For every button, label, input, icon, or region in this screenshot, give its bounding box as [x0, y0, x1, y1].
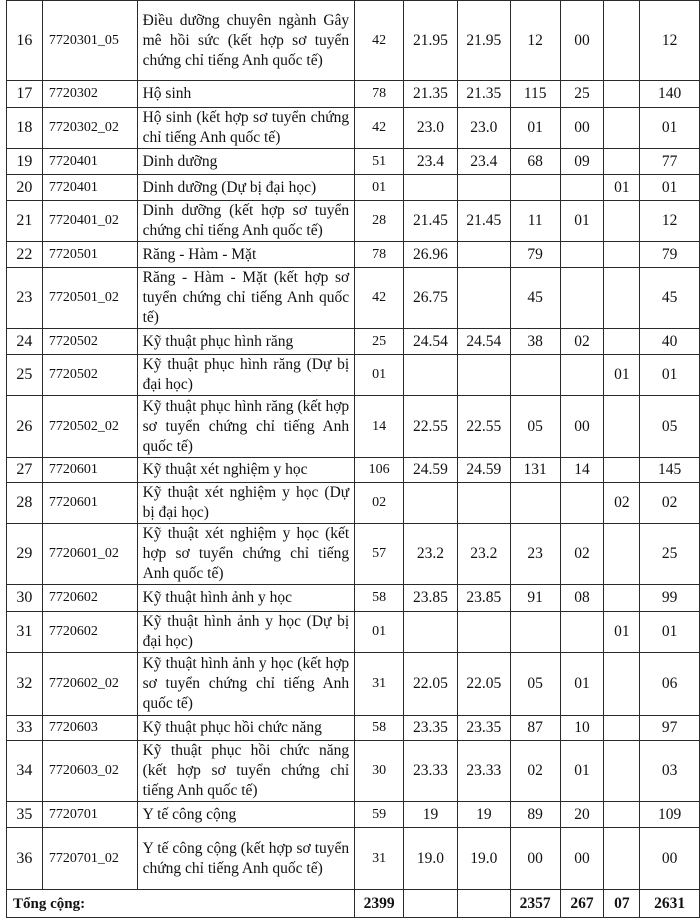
row-number: 25 [7, 355, 43, 396]
major-name: Kỹ thuật hình ảnh y học [137, 585, 355, 612]
major-code: 7720401 [42, 149, 137, 175]
count-column-2: 20 [560, 802, 604, 828]
quota: 42 [355, 268, 404, 329]
count-column-3 [604, 741, 640, 802]
row-number: 24 [7, 329, 43, 355]
cutoff-score-2: 21.35 [457, 81, 510, 108]
count-column-2 [560, 242, 604, 268]
row-number: 19 [7, 149, 43, 175]
row-total: 06 [640, 653, 700, 716]
row-total: 12 [640, 201, 700, 242]
row-total: 99 [640, 585, 700, 612]
count-column-2: 02 [560, 524, 604, 585]
row-total: 05 [640, 396, 700, 458]
cutoff-score-2 [457, 483, 510, 524]
cutoff-score-2: 21.95 [457, 1, 510, 81]
count-column-2 [560, 268, 604, 329]
count-column-2 [560, 483, 604, 524]
row-number: 28 [7, 483, 43, 524]
count-column-2: 00 [560, 1, 604, 81]
count-column-1 [510, 175, 560, 201]
cutoff-score-1: 23.4 [404, 149, 458, 175]
major-name: Dinh dưỡng (Dự bị đại học) [137, 175, 355, 201]
cutoff-score-1: 26.96 [404, 242, 458, 268]
count-column-1: 38 [510, 329, 560, 355]
row-number: 32 [7, 653, 43, 716]
quota: 42 [355, 108, 404, 149]
table-row [7, 396, 700, 458]
cutoff-score-1: 23.85 [404, 585, 458, 612]
count-column-1: 05 [510, 396, 560, 458]
major-code: 7720502_02 [42, 396, 137, 458]
cutoff-score-1 [404, 355, 458, 396]
cutoff-score-2 [457, 175, 510, 201]
count-column-1: 91 [510, 585, 560, 612]
count-column-2: 10 [560, 716, 604, 741]
cutoff-score-2: 23.2 [457, 524, 510, 585]
row-total: 45 [640, 268, 700, 329]
major-name: Kỹ thuật hình ảnh y học (Dự bị đại học) [137, 612, 355, 653]
table-row [7, 653, 700, 716]
cutoff-score-1: 21.35 [404, 81, 458, 108]
count-column-3 [604, 802, 640, 828]
major-code: 7720602_02 [42, 653, 137, 716]
cutoff-score-1: 22.55 [404, 396, 458, 458]
row-number: 29 [7, 524, 43, 585]
table-row [7, 242, 700, 268]
row-total: 01 [640, 108, 700, 149]
major-name: Kỹ thuật xét nghiệm y học (kết hợp sơ tuyển chứng chỉ tiếng Anh quốc tế) [137, 524, 355, 585]
row-number: 23 [7, 268, 43, 329]
cutoff-score-2: 21.45 [457, 201, 510, 242]
row-total: 145 [640, 458, 700, 483]
count-column-2: 09 [560, 149, 604, 175]
row-number: 33 [7, 716, 43, 741]
total-label: Tổng cộng: [7, 890, 355, 918]
cutoff-score-2: 23.4 [457, 149, 510, 175]
major-code: 7720501 [42, 242, 137, 268]
row-number: 20 [7, 175, 43, 201]
count-column-2: 01 [560, 201, 604, 242]
row-number: 26 [7, 396, 43, 458]
row-number: 21 [7, 201, 43, 242]
count-column-1: 11 [510, 201, 560, 242]
major-name: Kỹ thuật phục hồi chức năng (kết hợp sơ tuyển chứng chỉ tiếng Anh quốc tế) [137, 741, 355, 802]
quota: 14 [355, 396, 404, 458]
count-column-3 [604, 458, 640, 483]
cutoff-score-2: 23.33 [457, 741, 510, 802]
major-code: 7720401 [42, 175, 137, 201]
count-column-3 [604, 585, 640, 612]
major-name: Hộ sinh (kết hợp sơ tuyển chứng chỉ tiếng Anh quốc tế) [137, 108, 355, 149]
major-name: Kỹ thuật phục hình răng [137, 329, 355, 355]
table-row [7, 828, 700, 890]
cutoff-score-1 [404, 175, 458, 201]
count-column-3 [604, 716, 640, 741]
total-count-3: 07 [604, 890, 640, 918]
quota: 31 [355, 828, 404, 890]
cutoff-score-1 [404, 483, 458, 524]
table-row [7, 355, 700, 396]
cutoff-score-2 [457, 612, 510, 653]
count-column-3 [604, 653, 640, 716]
major-name: Răng - Hàm - Mặt (kết hợp sơ tuyển chứng chỉ tiếng Anh quốc tế) [137, 268, 355, 329]
count-column-1: 45 [510, 268, 560, 329]
cutoff-score-2: 24.54 [457, 329, 510, 355]
count-column-1: 131 [510, 458, 560, 483]
count-column-1: 00 [510, 828, 560, 890]
cutoff-score-1 [404, 612, 458, 653]
count-column-3 [604, 396, 640, 458]
row-number: 34 [7, 741, 43, 802]
row-number: 17 [7, 81, 43, 108]
count-column-3 [604, 108, 640, 149]
quota: 78 [355, 81, 404, 108]
table-row [7, 175, 700, 201]
count-column-2: 08 [560, 585, 604, 612]
major-code: 7720701 [42, 802, 137, 828]
cutoff-score-1: 23.0 [404, 108, 458, 149]
table-row [7, 81, 700, 108]
quota: 28 [355, 201, 404, 242]
cutoff-score-2 [457, 268, 510, 329]
row-total: 02 [640, 483, 700, 524]
major-name: Kỹ thuật phục hình răng (kết hợp sơ tuyển chứng chỉ tiếng Anh quốc tế) [137, 396, 355, 458]
major-code: 7720602 [42, 585, 137, 612]
count-column-2: 00 [560, 108, 604, 149]
cutoff-score-2: 22.55 [457, 396, 510, 458]
count-column-2 [560, 612, 604, 653]
row-number: 30 [7, 585, 43, 612]
count-column-3 [604, 329, 640, 355]
major-code: 7720501_02 [42, 268, 137, 329]
cutoff-score-2: 19.0 [457, 828, 510, 890]
cutoff-score-1: 24.59 [404, 458, 458, 483]
row-total: 109 [640, 802, 700, 828]
count-column-1: 89 [510, 802, 560, 828]
count-column-3 [604, 268, 640, 329]
table-row [7, 458, 700, 483]
count-column-3 [604, 524, 640, 585]
count-column-3 [604, 149, 640, 175]
quota: 25 [355, 329, 404, 355]
major-code: 7720502 [42, 355, 137, 396]
row-number: 27 [7, 458, 43, 483]
table-row [7, 108, 700, 149]
row-total: 12 [640, 1, 700, 81]
count-column-2 [560, 175, 604, 201]
major-code: 7720302 [42, 81, 137, 108]
major-name: Dinh dưỡng [137, 149, 355, 175]
count-column-2: 02 [560, 329, 604, 355]
major-name: Kỹ thuật hình ảnh y học (kết hợp sơ tuyển chứng chỉ tiếng Anh quốc tế) [137, 653, 355, 716]
count-column-3 [604, 242, 640, 268]
total-quota: 2399 [355, 890, 404, 918]
table-row [7, 201, 700, 242]
count-column-1 [510, 612, 560, 653]
quota: 30 [355, 741, 404, 802]
count-column-3: 01 [604, 612, 640, 653]
count-column-3: 02 [604, 483, 640, 524]
quota: 01 [355, 355, 404, 396]
count-column-2: 25 [560, 81, 604, 108]
row-total: 25 [640, 524, 700, 585]
table-row [7, 149, 700, 175]
count-column-2: 14 [560, 458, 604, 483]
major-code: 7720301_05 [42, 1, 137, 81]
cutoff-score-1: 26.75 [404, 268, 458, 329]
cutoff-score-2: 22.05 [457, 653, 510, 716]
cutoff-score-2 [457, 242, 510, 268]
quota: 31 [355, 653, 404, 716]
cutoff-score-1: 24.54 [404, 329, 458, 355]
table-row [7, 524, 700, 585]
row-total: 03 [640, 741, 700, 802]
total-count-2: 267 [560, 890, 604, 918]
table-row [7, 585, 700, 612]
row-total: 77 [640, 149, 700, 175]
major-name: Kỹ thuật phục hồi chức năng [137, 716, 355, 741]
count-column-3: 01 [604, 175, 640, 201]
quota: 106 [355, 458, 404, 483]
count-column-1: 115 [510, 81, 560, 108]
quota: 01 [355, 612, 404, 653]
count-column-1: 05 [510, 653, 560, 716]
cutoff-score-1: 23.33 [404, 741, 458, 802]
quota: 01 [355, 175, 404, 201]
major-code: 7720601 [42, 483, 137, 524]
major-name: Hộ sinh [137, 81, 355, 108]
row-number: 16 [7, 1, 43, 81]
major-name: Y tế công cộng (kết hợp sơ tuyển chứng chỉ tiếng Anh quốc tế) [137, 828, 355, 890]
major-code: 7720602 [42, 612, 137, 653]
count-column-3 [604, 828, 640, 890]
row-total: 97 [640, 716, 700, 741]
cutoff-score-1: 22.05 [404, 653, 458, 716]
quota: 02 [355, 483, 404, 524]
quota: 57 [355, 524, 404, 585]
cutoff-score-1: 19 [404, 802, 458, 828]
count-column-1: 79 [510, 242, 560, 268]
quota: 42 [355, 1, 404, 81]
count-column-3 [604, 201, 640, 242]
count-column-3 [604, 81, 640, 108]
cutoff-score-2: 19 [457, 802, 510, 828]
cutoff-score-1: 21.95 [404, 1, 458, 81]
cutoff-score-1: 19.0 [404, 828, 458, 890]
row-total: 40 [640, 329, 700, 355]
table-body [7, 1, 700, 918]
row-number: 31 [7, 612, 43, 653]
count-column-2: 00 [560, 396, 604, 458]
major-code: 7720302_02 [42, 108, 137, 149]
table-row [7, 741, 700, 802]
row-total: 140 [640, 81, 700, 108]
row-total: 01 [640, 175, 700, 201]
major-code: 7720502 [42, 329, 137, 355]
total-score-2 [457, 890, 510, 918]
total-row [7, 890, 700, 918]
row-number: 18 [7, 108, 43, 149]
major-code: 7720603 [42, 716, 137, 741]
major-code: 7720603_02 [42, 741, 137, 802]
table-row [7, 612, 700, 653]
row-number: 36 [7, 828, 43, 890]
count-column-2: 00 [560, 828, 604, 890]
row-number: 35 [7, 802, 43, 828]
row-total: 79 [640, 242, 700, 268]
table-row [7, 483, 700, 524]
cutoff-score-1: 23.35 [404, 716, 458, 741]
cutoff-score-2 [457, 355, 510, 396]
cutoff-score-1: 21.45 [404, 201, 458, 242]
quota: 59 [355, 802, 404, 828]
row-total: 00 [640, 828, 700, 890]
table-row [7, 802, 700, 828]
major-name: Điều dưỡng chuyên ngành Gây mê hồi sức (kết hợp sơ tuyển chứng chỉ tiếng Anh quốc tế) [137, 1, 355, 81]
quota: 51 [355, 149, 404, 175]
table-row [7, 716, 700, 741]
major-code: 7720601_02 [42, 524, 137, 585]
count-column-2: 01 [560, 741, 604, 802]
cutoff-score-2: 24.59 [457, 458, 510, 483]
count-column-1: 01 [510, 108, 560, 149]
admission-results-table-container [6, 0, 700, 918]
major-name: Kỹ thuật xét nghiệm y học [137, 458, 355, 483]
major-code: 7720701_02 [42, 828, 137, 890]
count-column-1: 23 [510, 524, 560, 585]
row-total: 01 [640, 355, 700, 396]
count-column-1: 68 [510, 149, 560, 175]
major-name: Y tế công cộng [137, 802, 355, 828]
cutoff-score-2: 23.35 [457, 716, 510, 741]
quota: 78 [355, 242, 404, 268]
count-column-1 [510, 355, 560, 396]
row-number: 22 [7, 242, 43, 268]
major-name: Kỹ thuật phục hình răng (Dự bị đại học) [137, 355, 355, 396]
count-column-2: 01 [560, 653, 604, 716]
table-row [7, 1, 700, 81]
table-row [7, 268, 700, 329]
count-column-1 [510, 483, 560, 524]
major-name: Dinh dưỡng (kết hợp sơ tuyển chứng chỉ tiếng Anh quốc tế) [137, 201, 355, 242]
major-name: Kỹ thuật xét nghiệm y học (Dự bị đại học) [137, 483, 355, 524]
count-column-1: 87 [510, 716, 560, 741]
cutoff-score-1: 23.2 [404, 524, 458, 585]
major-code: 7720601 [42, 458, 137, 483]
count-column-1: 02 [510, 741, 560, 802]
count-column-2 [560, 355, 604, 396]
cutoff-score-2: 23.85 [457, 585, 510, 612]
admission-results-table [6, 0, 700, 918]
quota: 58 [355, 585, 404, 612]
quota: 58 [355, 716, 404, 741]
table-row [7, 329, 700, 355]
grand-total: 2631 [640, 890, 700, 918]
count-column-1: 12 [510, 1, 560, 81]
major-code: 7720401_02 [42, 201, 137, 242]
total-count-1: 2357 [510, 890, 560, 918]
major-name: Răng - Hàm - Mặt [137, 242, 355, 268]
row-total: 01 [640, 612, 700, 653]
cutoff-score-2: 23.0 [457, 108, 510, 149]
count-column-3: 01 [604, 355, 640, 396]
total-score-1 [404, 890, 458, 918]
count-column-3 [604, 1, 640, 81]
